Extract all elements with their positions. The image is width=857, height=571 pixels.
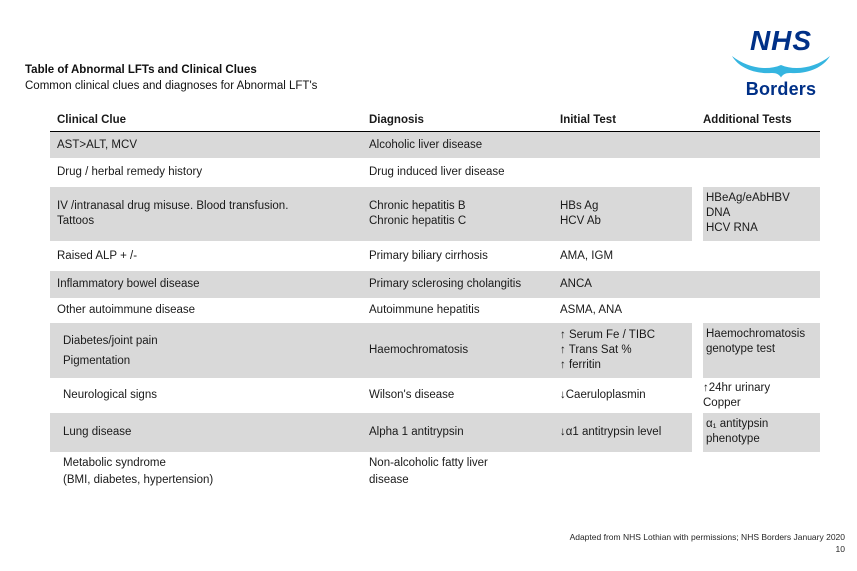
- column-header-label: Diagnosis: [369, 114, 424, 126]
- additional-line: ↑24hr urinary: [703, 381, 771, 394]
- lft-table: [50, 110, 820, 501]
- cell-diagnosis: [362, 298, 553, 323]
- diagnosis-line: Wilson's disease: [369, 389, 455, 401]
- column-header: [50, 110, 362, 131]
- cell-diagnosis: [362, 187, 553, 241]
- column-header: [692, 110, 820, 131]
- initial-line: ↓α1 antitrypsin level: [560, 426, 662, 438]
- cell-clue: [50, 378, 362, 413]
- diagnosis-line: Primary biliary cirrhosis: [369, 249, 488, 262]
- cell-diagnosis: [362, 241, 553, 271]
- cell-diagnosis: [362, 323, 553, 378]
- clue-line: IV /intranasal drug misuse. Blood transfusion.: [57, 200, 289, 212]
- initial-line: ↑ Serum Fe / TIBC: [560, 329, 656, 341]
- diagnosis-line: Alcoholic liver disease: [369, 138, 483, 151]
- cell-clue: [50, 298, 362, 323]
- cell-clue: [50, 323, 362, 378]
- footer-credit: Adapted from NHS Lothian with permissions; NHS Borders January 2020: [569, 532, 845, 542]
- table-row: [50, 241, 820, 271]
- table-row: [50, 132, 820, 158]
- nhs-swoosh-icon: [729, 56, 833, 78]
- clue-line: Metabolic syndrome: [63, 457, 166, 469]
- cell-initial: [553, 271, 692, 298]
- column-header-label: Initial Test: [560, 114, 617, 126]
- nhs-wordmark: NHS: [749, 25, 813, 56]
- cell-additional: [692, 298, 820, 323]
- table-row: [50, 452, 820, 501]
- page-subtitle: Common clinical clues and diagnoses for Abnormal LFT's: [25, 80, 318, 92]
- additional-line: HBeAg/eAbHBV: [706, 192, 790, 204]
- column-header: [553, 110, 692, 131]
- cell-diagnosis: [362, 158, 553, 187]
- cell-clue: [50, 452, 362, 501]
- clue-line: Drug / herbal remedy history: [57, 166, 203, 178]
- clue-line: AST>ALT, MCV: [57, 138, 137, 151]
- cell-additional: [692, 132, 820, 158]
- initial-line: ↓Caeruloplasmin: [560, 389, 646, 401]
- cell-initial: [553, 323, 692, 378]
- table-row: [50, 413, 820, 452]
- cell-initial: [553, 413, 692, 452]
- clue-line: Raised ALP + /-: [57, 249, 138, 262]
- additional-line: Haemochromatosis: [706, 328, 806, 340]
- nhs-borders-logo: [718, 27, 844, 100]
- cell-additional: [692, 271, 820, 298]
- cell-clue: [50, 187, 362, 241]
- cell-initial: [553, 452, 692, 501]
- cell-diagnosis: [362, 378, 553, 413]
- diagnosis-line: Drug induced liver disease: [369, 166, 505, 178]
- column-header-label: Additional Tests: [703, 114, 792, 126]
- diagnosis-line: disease: [369, 473, 409, 486]
- cell-additional: [692, 323, 820, 378]
- cell-clue: [50, 241, 362, 271]
- cell-initial: [553, 132, 692, 158]
- cell-initial: [553, 298, 692, 323]
- diagnosis-line: Non-alcoholic fatty liver: [369, 457, 488, 469]
- additional-line: genotype test: [706, 343, 776, 355]
- cell-initial: [553, 378, 692, 413]
- cell-clue: [50, 132, 362, 158]
- clue-line: Inflammatory bowel disease: [57, 278, 200, 290]
- table-row: [50, 187, 820, 241]
- nhs-region-label: Borders: [745, 79, 817, 99]
- additional-line: HCV RNA: [706, 222, 758, 234]
- cell-additional: [692, 158, 820, 187]
- page-number: 10: [835, 544, 845, 554]
- table-row: [50, 378, 820, 413]
- initial-line: HBs Ag: [560, 200, 599, 212]
- additional-line: α₁ antitypsin: [706, 418, 769, 430]
- cell-initial: [553, 241, 692, 271]
- clue-line: (BMI, diabetes, hypertension): [63, 473, 214, 486]
- additional-line: DNA: [706, 207, 731, 219]
- diagnosis-line: Haemochromatosis: [369, 344, 469, 356]
- clue-line: Other autoimmune disease: [57, 304, 196, 316]
- clue-line: Lung disease: [63, 426, 132, 438]
- table-row: [50, 158, 820, 187]
- cell-diagnosis: [362, 452, 553, 501]
- diagnosis-line: Autoimmune hepatitis: [369, 304, 480, 316]
- cell-clue: [50, 271, 362, 298]
- initial-line: ANCA: [560, 278, 592, 290]
- clue-line: Diabetes/joint pain: [63, 334, 158, 347]
- clue-line: Pigmentation: [63, 354, 131, 367]
- cell-additional: [692, 413, 820, 452]
- cell-initial: [553, 187, 692, 241]
- cell-additional: [692, 187, 820, 241]
- cell-clue: [50, 158, 362, 187]
- table-row: [50, 271, 820, 298]
- initial-line: ASMA, ANA: [560, 304, 622, 316]
- diagnosis-line: Alpha 1 antitrypsin: [369, 426, 464, 438]
- diagnosis-line: Chronic hepatitis C: [369, 215, 467, 227]
- table-row: [50, 323, 820, 378]
- additional-line: Copper: [703, 396, 741, 409]
- diagnosis-line: Chronic hepatitis B: [369, 200, 466, 212]
- initial-line: HCV Ab: [560, 215, 601, 227]
- cell-additional: [692, 378, 820, 413]
- table-row: [50, 298, 820, 323]
- clue-line: Tattoos: [57, 215, 95, 227]
- initial-line: ↑ Trans Sat %: [560, 344, 632, 356]
- cell-diagnosis: [362, 132, 553, 158]
- initial-line: AMA, IGM: [560, 249, 614, 262]
- cell-clue: [50, 413, 362, 452]
- cell-diagnosis: [362, 413, 553, 452]
- column-header: [362, 110, 553, 131]
- page-title: Table of Abnormal LFTs and Clinical Clues: [25, 64, 257, 76]
- cell-additional: [692, 241, 820, 271]
- clue-line: Neurological signs: [63, 389, 157, 401]
- cell-additional: [692, 452, 820, 501]
- table-header: [50, 110, 820, 132]
- additional-line: phenotype: [706, 433, 760, 445]
- initial-line: ↑ ferritin: [560, 359, 601, 371]
- cell-initial: [553, 158, 692, 187]
- cell-diagnosis: [362, 271, 553, 298]
- column-header-label: Clinical Clue: [57, 114, 127, 126]
- diagnosis-line: Primary sclerosing cholangitis: [369, 278, 522, 290]
